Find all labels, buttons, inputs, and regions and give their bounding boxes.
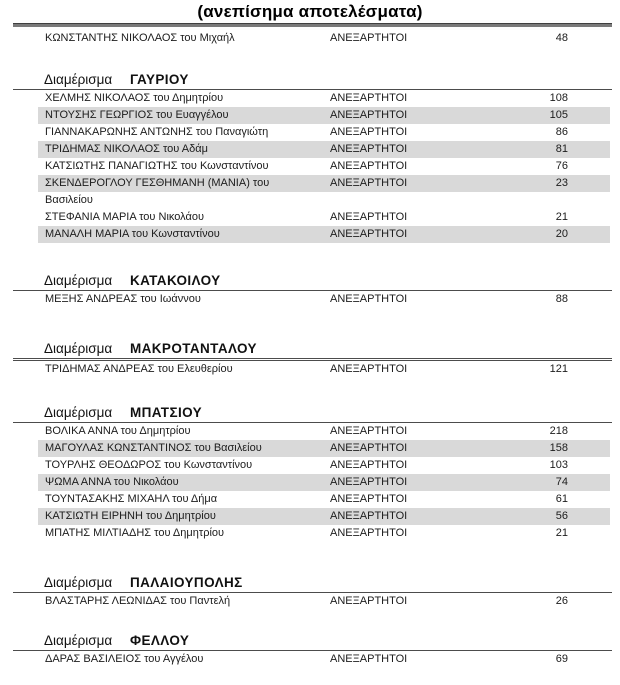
table-row [38,491,610,508]
candidate-name: ΤΡΙΔΗΜΑΣ ΑΝΔΡΕΑΣ του Ελευθερίου [45,363,233,375]
district-label: Διαμέρισμα [44,72,113,87]
party-name: ΑΝΕΞΑΡΤΗΤΟΙ [330,510,408,522]
table-row [38,291,610,308]
district-heading [13,71,612,90]
party-name: ΑΝΕΞΑΡΤΗΤΟΙ [330,211,408,223]
candidate-name-continued: Βασιλείου [38,192,610,209]
district-label: Διαμέρισμα [44,405,113,420]
vote-count: 26 [555,595,568,607]
table-row [38,209,610,226]
district-section-makrotantalou [0,340,620,378]
results-table [13,423,612,542]
vote-count: 121 [549,363,568,375]
candidate-name: ΔΑΡΑΣ ΒΑΣΙΛΕΙΟΣ του Αγγέλου [45,653,204,665]
party-name: ΑΝΕΞΑΡΤΗΤΟΙ [330,126,408,138]
vote-count: 69 [555,653,568,665]
table-row-line1 [38,175,610,192]
party-name: ΑΝΕΞΑΡΤΗΤΟΙ [330,109,408,121]
candidate-name: ΜΑΓΟΥΛΑΣ ΚΩΝΣΤΑΝΤΙΝΟΣ του Βασιλείου [45,442,262,454]
vote-count: 81 [555,143,568,155]
candidate-name: ΧΕΛΜΗΣ ΝΙΚΟΛΑΟΣ του Δημητρίου [45,92,224,104]
results-table [13,90,612,243]
district-name: ΠΑΛΑΙΟΥΠΟΛΗΣ [129,575,243,590]
district-name: ΓΑΥΡΙΟΥ [129,72,189,87]
district-label: Διαμέρισμα [44,633,113,648]
party-name: ΑΝΕΞΑΡΤΗΤΟΙ [330,527,408,539]
vote-count: 23 [555,177,568,189]
district-name: ΚΑΤΑΚΟΙΛΟΥ [129,273,221,288]
party-name: ΑΝΕΞΑΡΤΗΤΟΙ [330,143,408,155]
table-row [38,361,610,378]
vote-count: 105 [549,109,568,121]
candidate-name: ΤΡΙΔΗΜΑΣ ΝΙΚΟΛΑΟΣ του Αδάμ [45,143,208,155]
table-row [38,90,610,107]
district-heading [13,574,612,593]
district-label: Διαμέρισμα [44,341,113,356]
vote-count: 108 [549,92,568,104]
candidate-name: ΒΟΛΙΚΑ ΑΝΝΑ του Δημητρίου [45,425,191,437]
table-row [38,651,610,668]
candidate-name: ΣΚΕΝΔΕΡΟΓΛΟΥ ΓΕΣΘΗΜΑΝΗ (ΜΑΝΙΑ) του [45,177,270,189]
vote-count: 86 [555,126,568,138]
results-table [13,593,612,610]
vote-count: 158 [549,442,568,454]
results-table [13,651,612,668]
candidate-name: ΜΠΑΤΗΣ ΜΙΛΤΙΑΔΗΣ του Δημητρίου [45,527,225,539]
table-row [38,457,610,474]
candidate-name: ΜΑΝΑΛΗ ΜΑΡΙΑ του Κωνσταντίνου [45,228,220,240]
vote-count: 218 [549,425,568,437]
vote-count: 20 [555,228,568,240]
district-heading [13,340,612,361]
district-heading [13,404,612,423]
table-row [38,107,610,124]
district-section-katakoilou [0,272,620,308]
district-section-gavriou [0,71,620,243]
party-name: ΑΝΕΞΑΡΤΗΤΟΙ [330,442,408,454]
title-divider [13,23,612,27]
party-name: ΑΝΕΞΑΡΤΗΤΟΙ [330,32,408,44]
vote-count: 21 [555,527,568,539]
candidate-name: ΓΙΑΝΝΑΚΑΡΩΝΗΣ ΑΝΤΩΝΗΣ του Παναγιώτη [45,126,269,138]
candidate-name: ΨΩΜΑ ΑΝΝΑ του Νικολάου [45,476,179,488]
results-table [13,361,612,378]
district-name: ΜΠΑΤΣΙΟΥ [129,405,203,420]
table-row [38,593,610,610]
vote-count: 48 [555,32,568,44]
results-table [13,291,612,308]
party-name: ΑΝΕΞΑΡΤΗΤΟΙ [330,653,408,665]
vote-count: 56 [555,510,568,522]
candidate-name: ΝΤΟΥΣΗΣ ΓΕΩΡΓΙΟΣ του Ευαγγέλου [45,109,229,121]
candidate-name: ΚΑΤΣΙΩΤΗΣ ΠΑΝΑΓΙΩΤΗΣ του Κωνσταντίνου [45,160,269,172]
table-row [38,30,610,47]
table-row [38,158,610,175]
page-title: (ανεπίσημα αποτελέσματα) [197,2,423,21]
table-row [38,508,610,525]
district-heading [13,632,612,651]
district-label: Διαμέρισμα [44,273,113,288]
district-section-mpatsiou [0,404,620,542]
vote-count: 61 [555,493,568,505]
table-row-wrapped [38,175,610,209]
party-name: ΑΝΕΞΑΡΤΗΤΟΙ [330,160,408,172]
party-name: ΑΝΕΞΑΡΤΗΤΟΙ [330,476,408,488]
party-name: ΑΝΕΞΑΡΤΗΤΟΙ [330,595,408,607]
table-row [38,124,610,141]
table-row [38,440,610,457]
vote-count: 21 [555,211,568,223]
candidate-name: ΣΤΕΦΑΝΙΑ ΜΑΡΙΑ του Νικολάου [45,211,204,223]
table-row [38,226,610,243]
party-name: ΑΝΕΞΑΡΤΗΤΟΙ [330,493,408,505]
district-label: Διαμέρισμα [44,575,113,590]
district-section-fellou [0,632,620,668]
vote-count: 74 [555,476,568,488]
party-name: ΑΝΕΞΑΡΤΗΤΟΙ [330,293,408,305]
party-name: ΑΝΕΞΑΡΤΗΤΟΙ [330,425,408,437]
candidate-name: ΜΕΞΗΣ ΑΝΔΡΕΑΣ του Ιωάννου [45,293,201,305]
table-row [38,474,610,491]
candidate-name: ΚΑΤΣΙΩΤΗ ΕΙΡΗΝΗ του Δημητρίου [45,510,216,522]
district-heading [13,272,612,291]
table-row [38,423,610,440]
table-row [38,525,610,542]
party-name: ΑΝΕΞΑΡΤΗΤΟΙ [330,459,408,471]
district-name: ΜΑΚΡΟΤΑΝΤΑΛΟΥ [129,341,257,356]
vote-count: 88 [555,293,568,305]
candidate-name: ΤΟΥΝΤΑΣΑΚΗΣ ΜΙΧΑΗΛ του Δήμα [45,493,218,505]
party-name: ΑΝΕΞΑΡΤΗΤΟΙ [330,363,408,375]
candidate-name: ΤΟΥΡΛΗΣ ΘΕΟΔΩΡΟΣ του Κωνσταντίνου [45,459,253,471]
vote-count: 103 [549,459,568,471]
candidate-name: ΚΩΝΣΤΑΝΤΗΣ ΝΙΚΟΛΑΟΣ του Μιχαήλ [45,32,235,44]
results-table-continued [13,30,612,47]
district-section-palaioupolis [0,574,620,610]
party-name: ΑΝΕΞΑΡΤΗΤΟΙ [330,228,408,240]
table-row [38,141,610,158]
candidate-name: ΒΛΑΣΤΑΡΗΣ ΛΕΩΝΙΔΑΣ του Παντελή [45,595,231,607]
party-name: ΑΝΕΞΑΡΤΗΤΟΙ [330,92,408,104]
vote-count: 76 [555,160,568,172]
district-name: ΦΕΛΛΟΥ [129,633,190,648]
party-name: ΑΝΕΞΑΡΤΗΤΟΙ [330,177,408,189]
